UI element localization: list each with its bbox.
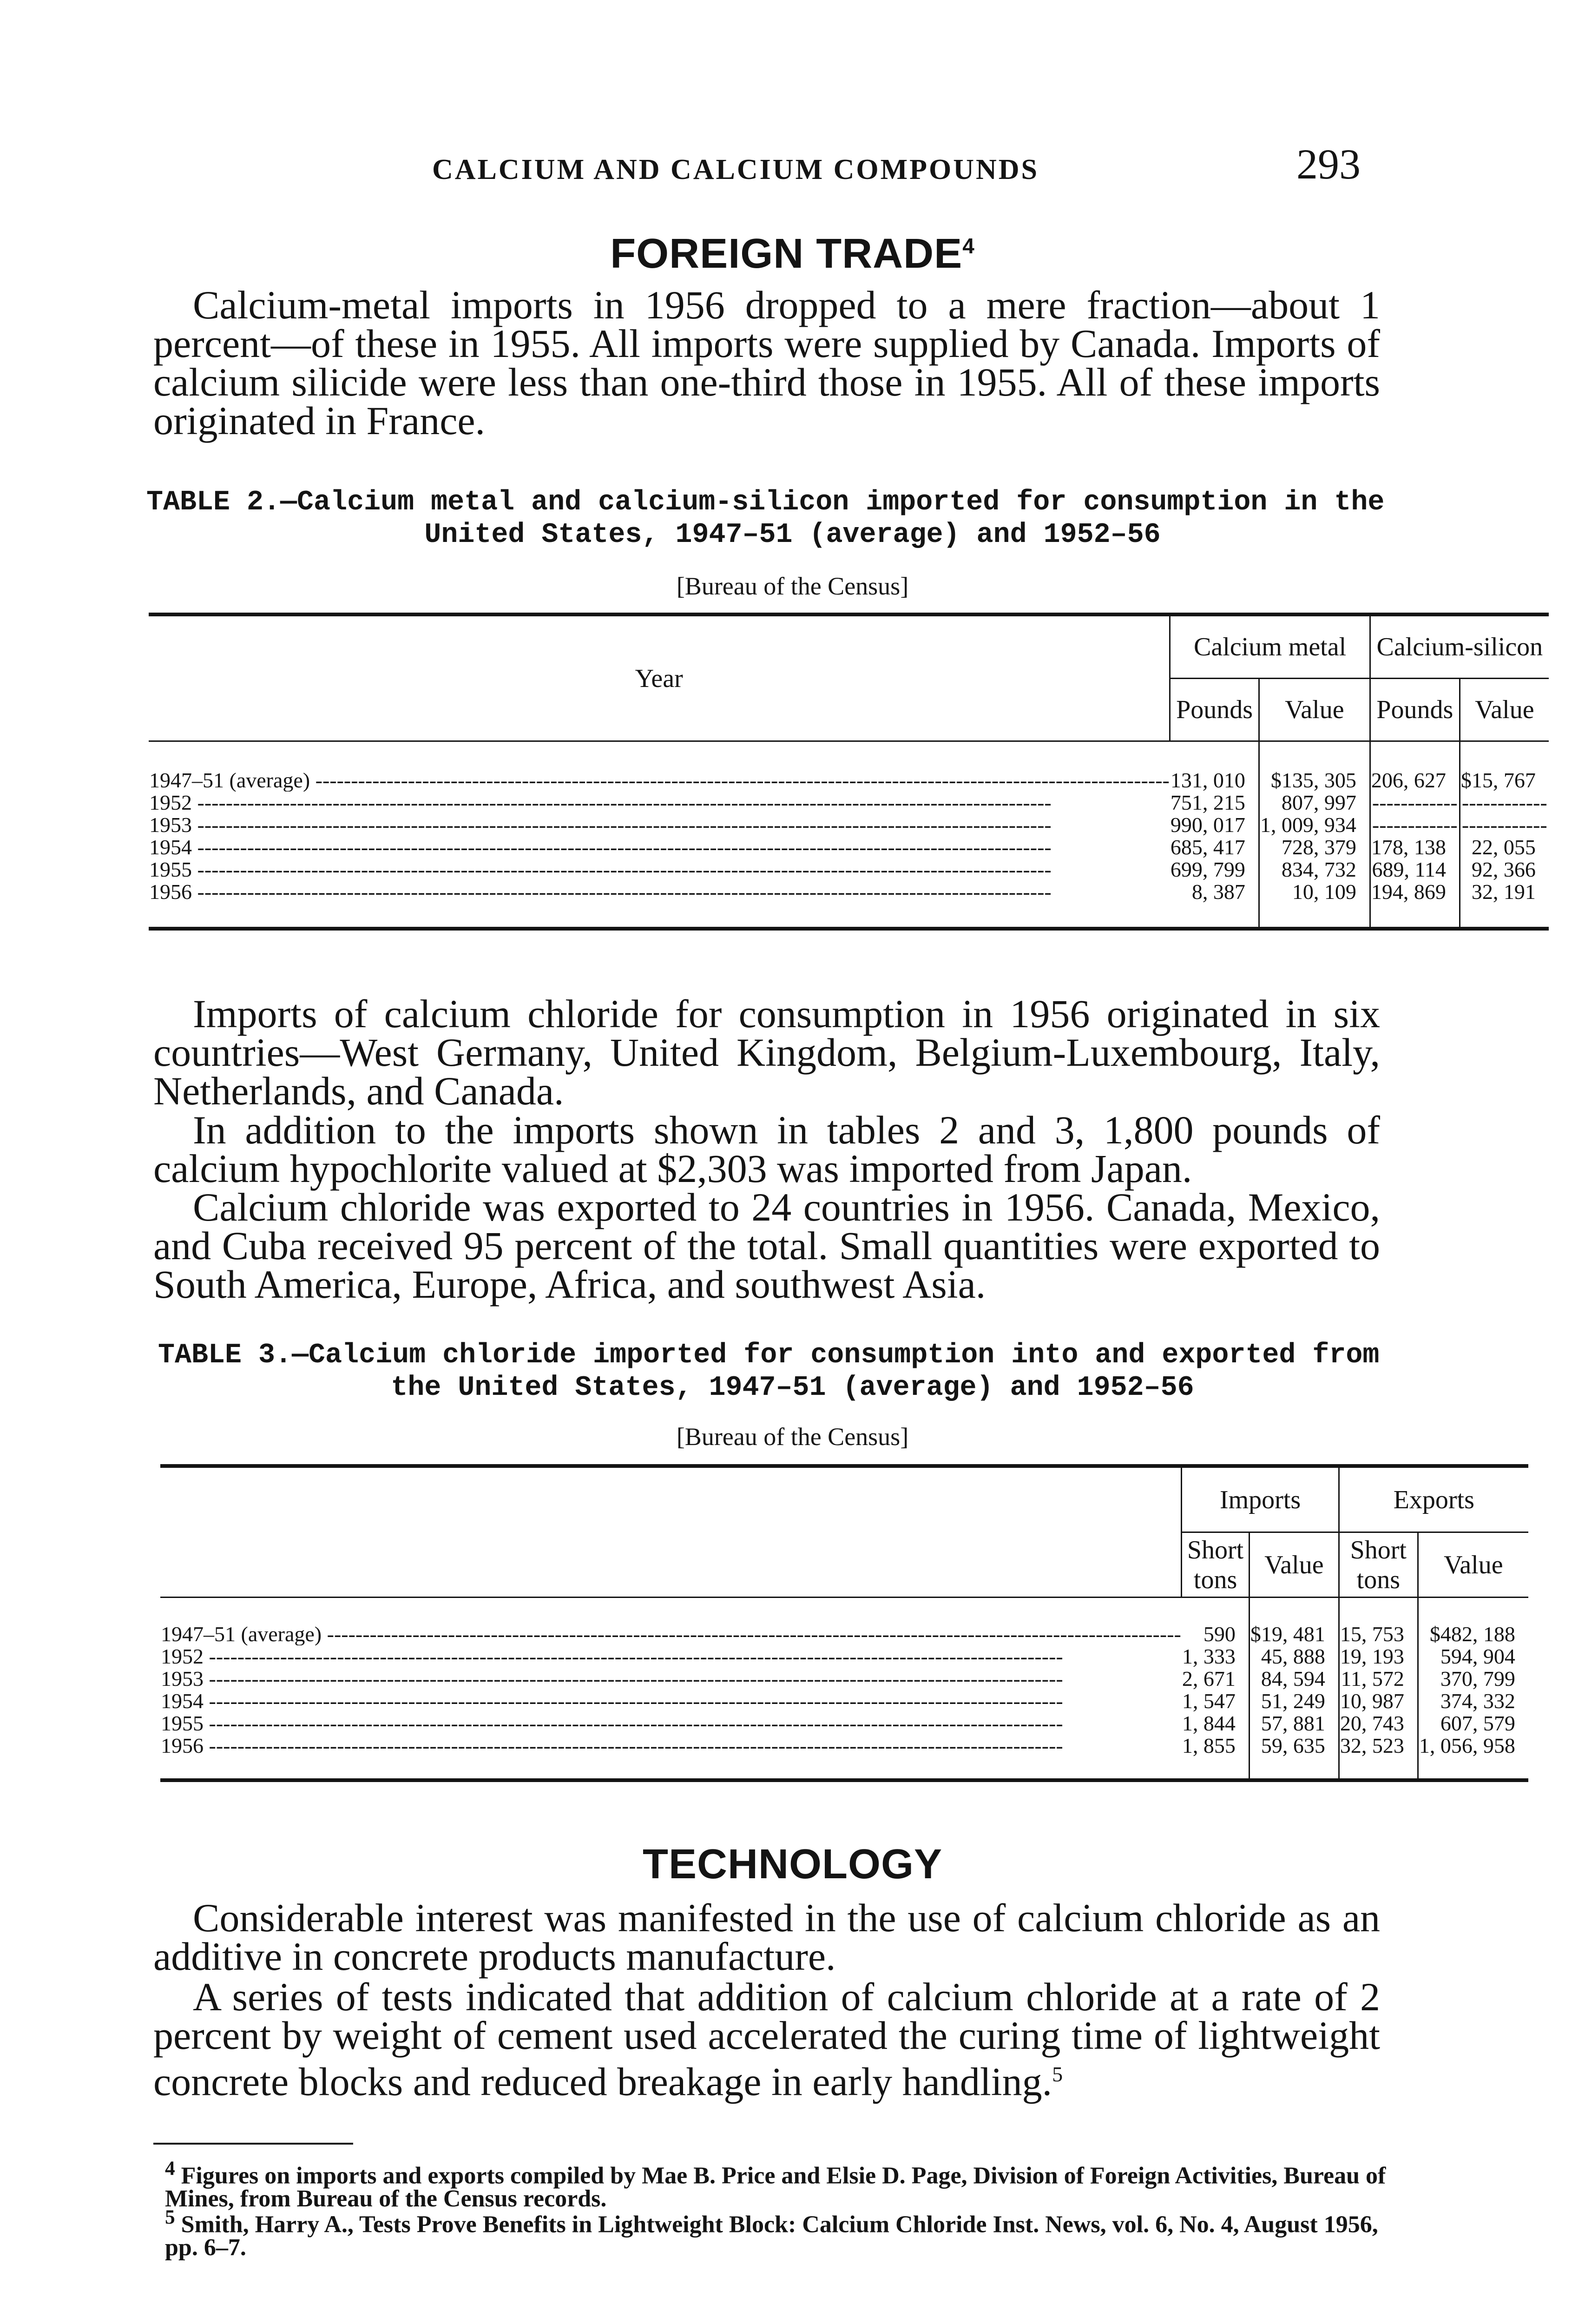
table3-imp-tons: 1, 844 [1182,1712,1250,1735]
table2-metal-pounds: 685, 417 [1170,836,1259,858]
table3-caption-line2: the United States, 1947–51 (average) and 1952–56 [391,1372,1194,1404]
table2-caption-line1: TABLE 2.—Calcium metal and calcium-silicon imported for consumption in the [146,487,1385,518]
table-row [160,1712,1528,1735]
table-row [149,814,1549,836]
table2-metal-value: 10, 109 [1259,881,1370,903]
footnote-5 [165,2205,1392,2259]
foreign-trade-paragraph: Calcium-metal imports in 1956 dropped to a mere fraction—about 1 percent—of these in 1955. All imports were supplied by Canada. Imports of calcium silicide were less than one-third those in 1955. All of these imports originated in France. [153,283,1380,443]
table2-year-cell: 1955 ------------------------------------------------------------------------------------------------------------------------ [149,858,1052,881]
table3-imp-value: 59, 635 [1249,1735,1339,1757]
table-row [149,881,1549,903]
table2-si-pounds: ------------ [1370,792,1460,814]
table3-imp-tons: 1, 333 [1182,1645,1250,1668]
table2-si-value: $15, 767 [1460,768,1536,792]
table2-si-value: ------------ [1461,812,1547,837]
table2-si-pounds: 194, 869 [1370,881,1460,903]
table3-source: [Bureau of the Census] [676,1423,909,1451]
table3-imp-value: $19, 481 [1249,1623,1339,1645]
table2-metal-pounds: 751, 215 [1170,792,1259,814]
table3-exp-tons: 20, 743 [1339,1712,1418,1735]
table3-exp-value: 594, 904 [1440,1644,1515,1668]
table2-metal-value: 728, 379 [1259,836,1370,858]
table3-year-cell: 1956 ------------------------------------------------------------------------------------------------------------------------ [161,1734,1063,1757]
table3-sub-header: Short tons [1339,1532,1418,1598]
footnote-text: Figures on imports and exports compiled by Mae B. Price and Elsie D. Page, Division of Foreign Activities, Bureau of Mines, from Bureau of the Census records. [165,2162,1386,2212]
table2-si-pounds: 689, 114 [1370,858,1460,881]
technology-paragraph-2 [153,1974,1380,2104]
table3-group-header: Exports [1339,1466,1528,1532]
table2-group-header: Calcium-silicon [1370,614,1549,679]
table-row [160,1668,1528,1690]
table3-exp-value: 607, 579 [1440,1711,1515,1735]
table2-metal-pounds: 8, 387 [1170,881,1259,903]
footnote-marker: 5 [165,2206,175,2228]
table2-source: [Bureau of the Census] [676,572,909,600]
table2-si-pounds: ------------ [1370,814,1460,836]
table-row [149,792,1549,814]
technology-paragraph-2-text: A series of tests indicated that addition of calcium chloride at a rate of 2 percent by weight of cement used accelerated the curing time of lightweight concrete blocks and reduced breakage in early handling. [153,1974,1380,2104]
table3-year-cell: 1947–51 (average) ------------------------------------------------------------------------------------------------------------------------ [161,1623,1181,1645]
table2-metal-value: 834, 732 [1259,858,1370,881]
table3-exp-tons: 10, 987 [1339,1690,1418,1712]
table3-imp-value: 51, 249 [1249,1690,1339,1712]
table2-si-value: 22, 055 [1471,835,1536,859]
table2-year-header: Year [149,614,1170,741]
table3-exp-tons: 19, 193 [1339,1645,1418,1668]
table2-year-cell: 1953 ------------------------------------------------------------------------------------------------------------------------ [149,813,1052,836]
table-row [149,769,1549,792]
section-title-text: FOREIGN TRADE [610,231,963,277]
table-row [160,1735,1528,1757]
table2-sub-header: Pounds [1170,679,1259,741]
section-title-foreign-trade [0,230,1585,278]
table3-imp-value: 45, 888 [1249,1645,1339,1668]
table2-metal-pounds: 990, 017 [1170,814,1259,836]
table2-metal-value: 1, 009, 934 [1259,814,1370,836]
table2-si-pounds: 206, 627 [1370,769,1460,792]
table3-imp-value: 57, 881 [1249,1712,1339,1735]
table3-imp-tons: 590 [1182,1623,1250,1645]
table-row [149,858,1549,881]
table3-caption-line1: TABLE 3.—Calcium chloride imported for consumption into and exported from [158,1340,1380,1371]
technology-paragraph-1: Considerable interest was manifested in the use of calcium chloride as an additive in concrete products manufacture. [153,1895,1380,1979]
table-row [160,1645,1528,1668]
table3-sub-header: Value [1418,1532,1528,1598]
footnote-divider [153,2143,353,2145]
table3-exp-value: 374, 332 [1440,1689,1515,1713]
footnote-marker: 4 [165,2157,175,2179]
paragraph-imports-chloride: Imports of calcium chloride for consumption in 1956 originated in six countries—West Germany, United Kingdom, Belgium-Luxembourg, Italy, Netherlands, and Canada. [153,991,1380,1113]
table3-exp-tons: 15, 753 [1339,1623,1418,1645]
table2-metal-pounds: 699, 799 [1170,858,1259,881]
table2-si-pounds: 178, 138 [1370,836,1460,858]
table-row [149,836,1549,858]
table2-sub-header: Value [1460,679,1549,741]
table2-year-cell: 1947–51 (average) ------------------------------------------------------------------------------------------------------------------------ [149,769,1170,792]
table3-year-cell: 1952 ------------------------------------------------------------------------------------------------------------------------ [161,1645,1063,1668]
table2-group-header: Calcium metal [1170,614,1370,679]
table3-exp-tons: 11, 572 [1339,1668,1418,1690]
table3-sub-header: Value [1249,1532,1339,1598]
table2-metal-pounds: 131, 010 [1170,769,1259,792]
footnote-text: Smith, Harry A., Tests Prove Benefits in Lightweight Block: Calcium Chloride Inst. News, vol. 6, No. 4, August 1956, pp. 6–7. [165,2211,1378,2261]
table3-imp-tons: 1, 547 [1182,1690,1250,1712]
paragraph-hypochlorite: In addition to the imports shown in tables 2 and 3, 1,800 pounds of calcium hypochlorite valued at $2,303 was imported from Japan. [153,1108,1380,1191]
footnote-ref-4: 4 [962,234,975,258]
table3-exp-value: 1, 056, 958 [1419,1733,1515,1757]
table2-year-cell: 1954 ------------------------------------------------------------------------------------------------------------------------ [149,836,1052,858]
table-row [160,1690,1528,1712]
table3-year-cell: 1954 ------------------------------------------------------------------------------------------------------------------------ [161,1690,1063,1712]
table2-year-cell: 1956 ------------------------------------------------------------------------------------------------------------------------ [149,880,1052,903]
table2-sub-header: Pounds [1370,679,1460,741]
paragraph-exports: Calcium chloride was exported to 24 countries in 1956. Canada, Mexico, and Cuba received 95 percent of the total. Small quantities were exported to South America, Europe, Africa, and southwest Asia. [153,1185,1380,1307]
table3-imp-value: 84, 594 [1249,1668,1339,1690]
table2-si-value: 92, 366 [1471,857,1536,881]
footnote-ref-5: 5 [1052,2062,1063,2086]
table3 [160,1464,1528,1783]
table2-year-cell: 1952 ------------------------------------------------------------------------------------------------------------------------ [149,791,1052,814]
table2-metal-value: $135, 305 [1259,769,1370,792]
table3-sub-header: Short tons [1182,1532,1250,1598]
table2-sub-header: Value [1259,679,1370,741]
table3-stub-header [160,1466,1182,1598]
table-row [160,1623,1528,1645]
table2-si-value: ------------ [1461,790,1547,814]
page-number: 293 [1296,140,1361,188]
table3-group-header: Imports [1182,1466,1339,1532]
table3-year-cell: 1955 ------------------------------------------------------------------------------------------------------------------------ [161,1712,1063,1735]
table2-caption-line2: United States, 1947–51 (average) and 1952–56 [424,519,1161,551]
table2 [149,613,1549,931]
table3-year-cell: 1953 ------------------------------------------------------------------------------------------------------------------------ [161,1667,1063,1690]
table3-imp-tons: 1, 855 [1182,1735,1250,1757]
table2-metal-value: 807, 997 [1259,792,1370,814]
footnote-4 [165,2157,1392,2211]
table2-si-value: 32, 191 [1471,879,1536,904]
running-head: CALCIUM AND CALCIUM COMPOUNDS [432,154,1039,185]
table3-imp-tons: 2, 671 [1182,1668,1250,1690]
table3-exp-value: 370, 799 [1440,1666,1515,1690]
table3-exp-value: $482, 188 [1429,1622,1515,1646]
table3-exp-tons: 32, 523 [1339,1735,1418,1757]
section-title-technology: TECHNOLOGY [642,1841,942,1888]
